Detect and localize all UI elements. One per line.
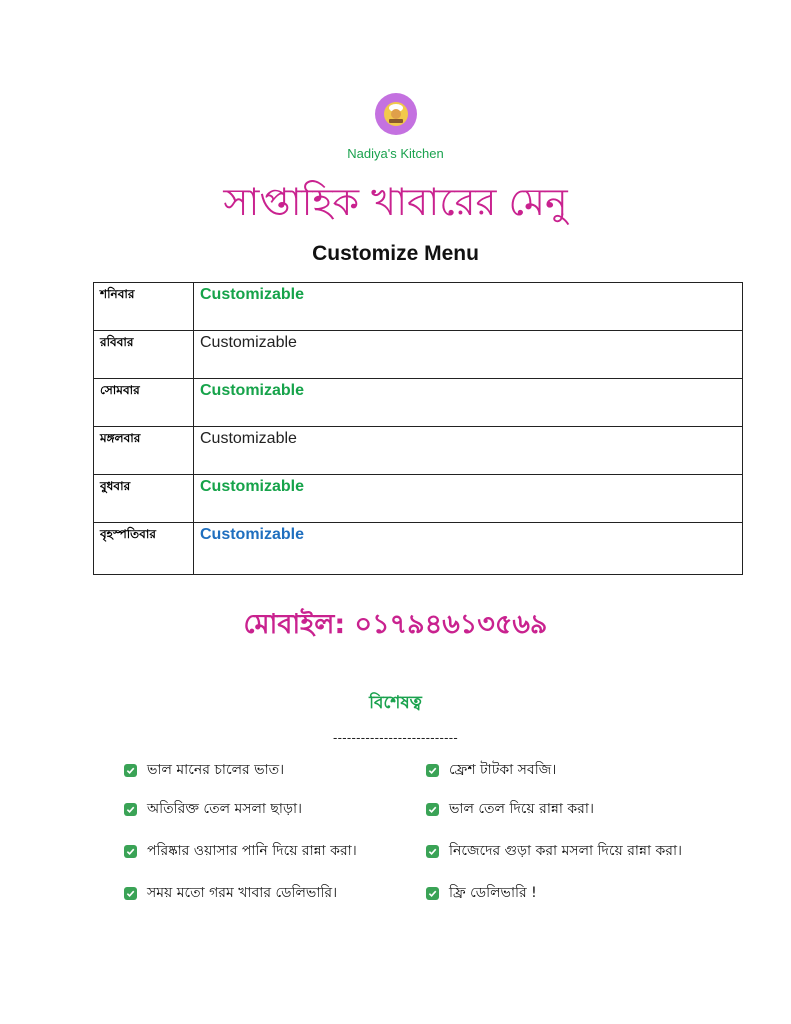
table-row xyxy=(94,427,743,475)
weekly-menu-table xyxy=(93,282,743,575)
menu-item-cell: Customizable xyxy=(194,523,743,575)
mobile-number: মোবাইল: ০১৭৯৪৬১৩৫৬৯ xyxy=(243,609,548,640)
day-cell: শনিবার xyxy=(94,283,194,331)
checkmark-icon xyxy=(124,764,137,777)
day-cell: রবিবার xyxy=(94,331,194,379)
day-cell: বৃহস্পতিবার xyxy=(94,523,194,575)
day-cell: সোমবার xyxy=(94,379,194,427)
feature-item xyxy=(426,881,537,905)
feature-item xyxy=(426,758,556,782)
menu-subtitle: Customize Menu xyxy=(312,242,479,265)
divider-line: --------------------------- xyxy=(333,730,458,745)
menu-item-cell: Customizable xyxy=(194,379,743,427)
checkmark-icon xyxy=(124,845,137,858)
table-row xyxy=(94,379,743,427)
checkmark-icon xyxy=(426,845,439,858)
feature-item xyxy=(124,881,337,905)
menu-item-cell: Customizable xyxy=(194,427,743,475)
checkmark-icon xyxy=(426,887,439,900)
feature-text: ফ্রি ডেলিভারি ! xyxy=(449,885,537,901)
features-heading: বিশেষত্ব xyxy=(369,693,422,713)
day-cell: বুধবার xyxy=(94,475,194,523)
feature-text: পরিষ্কার ওয়াসার পানি দিয়ে রান্না করা। xyxy=(147,843,357,859)
day-cell: মঙ্গলবার xyxy=(94,427,194,475)
menu-item-cell: Customizable xyxy=(194,475,743,523)
table-row xyxy=(94,331,743,379)
feature-text: সময় মতো গরম খাবার ডেলিভারি। xyxy=(147,885,338,901)
menu-item-cell: Customizable xyxy=(194,283,743,331)
checkmark-icon xyxy=(426,803,439,816)
feature-item xyxy=(124,797,302,821)
checkmark-icon xyxy=(426,764,439,777)
menu-item-cell: Customizable xyxy=(194,331,743,379)
feature-text: ভাল মানের চালের ভাত। xyxy=(147,762,285,778)
table-row xyxy=(94,475,743,523)
table-row xyxy=(94,283,743,331)
kitchen-logo xyxy=(375,93,417,135)
feature-item xyxy=(124,839,357,863)
feature-item xyxy=(124,758,284,782)
page-title: সাপ্তাহিক খাবারের মেনু xyxy=(223,180,568,224)
chef-icon xyxy=(381,99,411,129)
feature-text: নিজেদের গুড়া করা মসলা দিয়ে রান্না করা। xyxy=(449,843,683,859)
brand-name: Nadiya's Kitchen xyxy=(347,146,444,161)
checkmark-icon xyxy=(124,887,137,900)
feature-item xyxy=(426,839,682,863)
feature-text: ফ্রেশ টাটকা সবজি। xyxy=(449,762,557,778)
feature-text: ভাল তেল দিয়ে রান্না করা। xyxy=(449,801,594,817)
checkmark-icon xyxy=(124,803,137,816)
feature-text: অতিরিক্ত তেল মসলা ছাড়া। xyxy=(147,801,303,817)
table-row xyxy=(94,523,743,575)
feature-item xyxy=(426,797,594,821)
